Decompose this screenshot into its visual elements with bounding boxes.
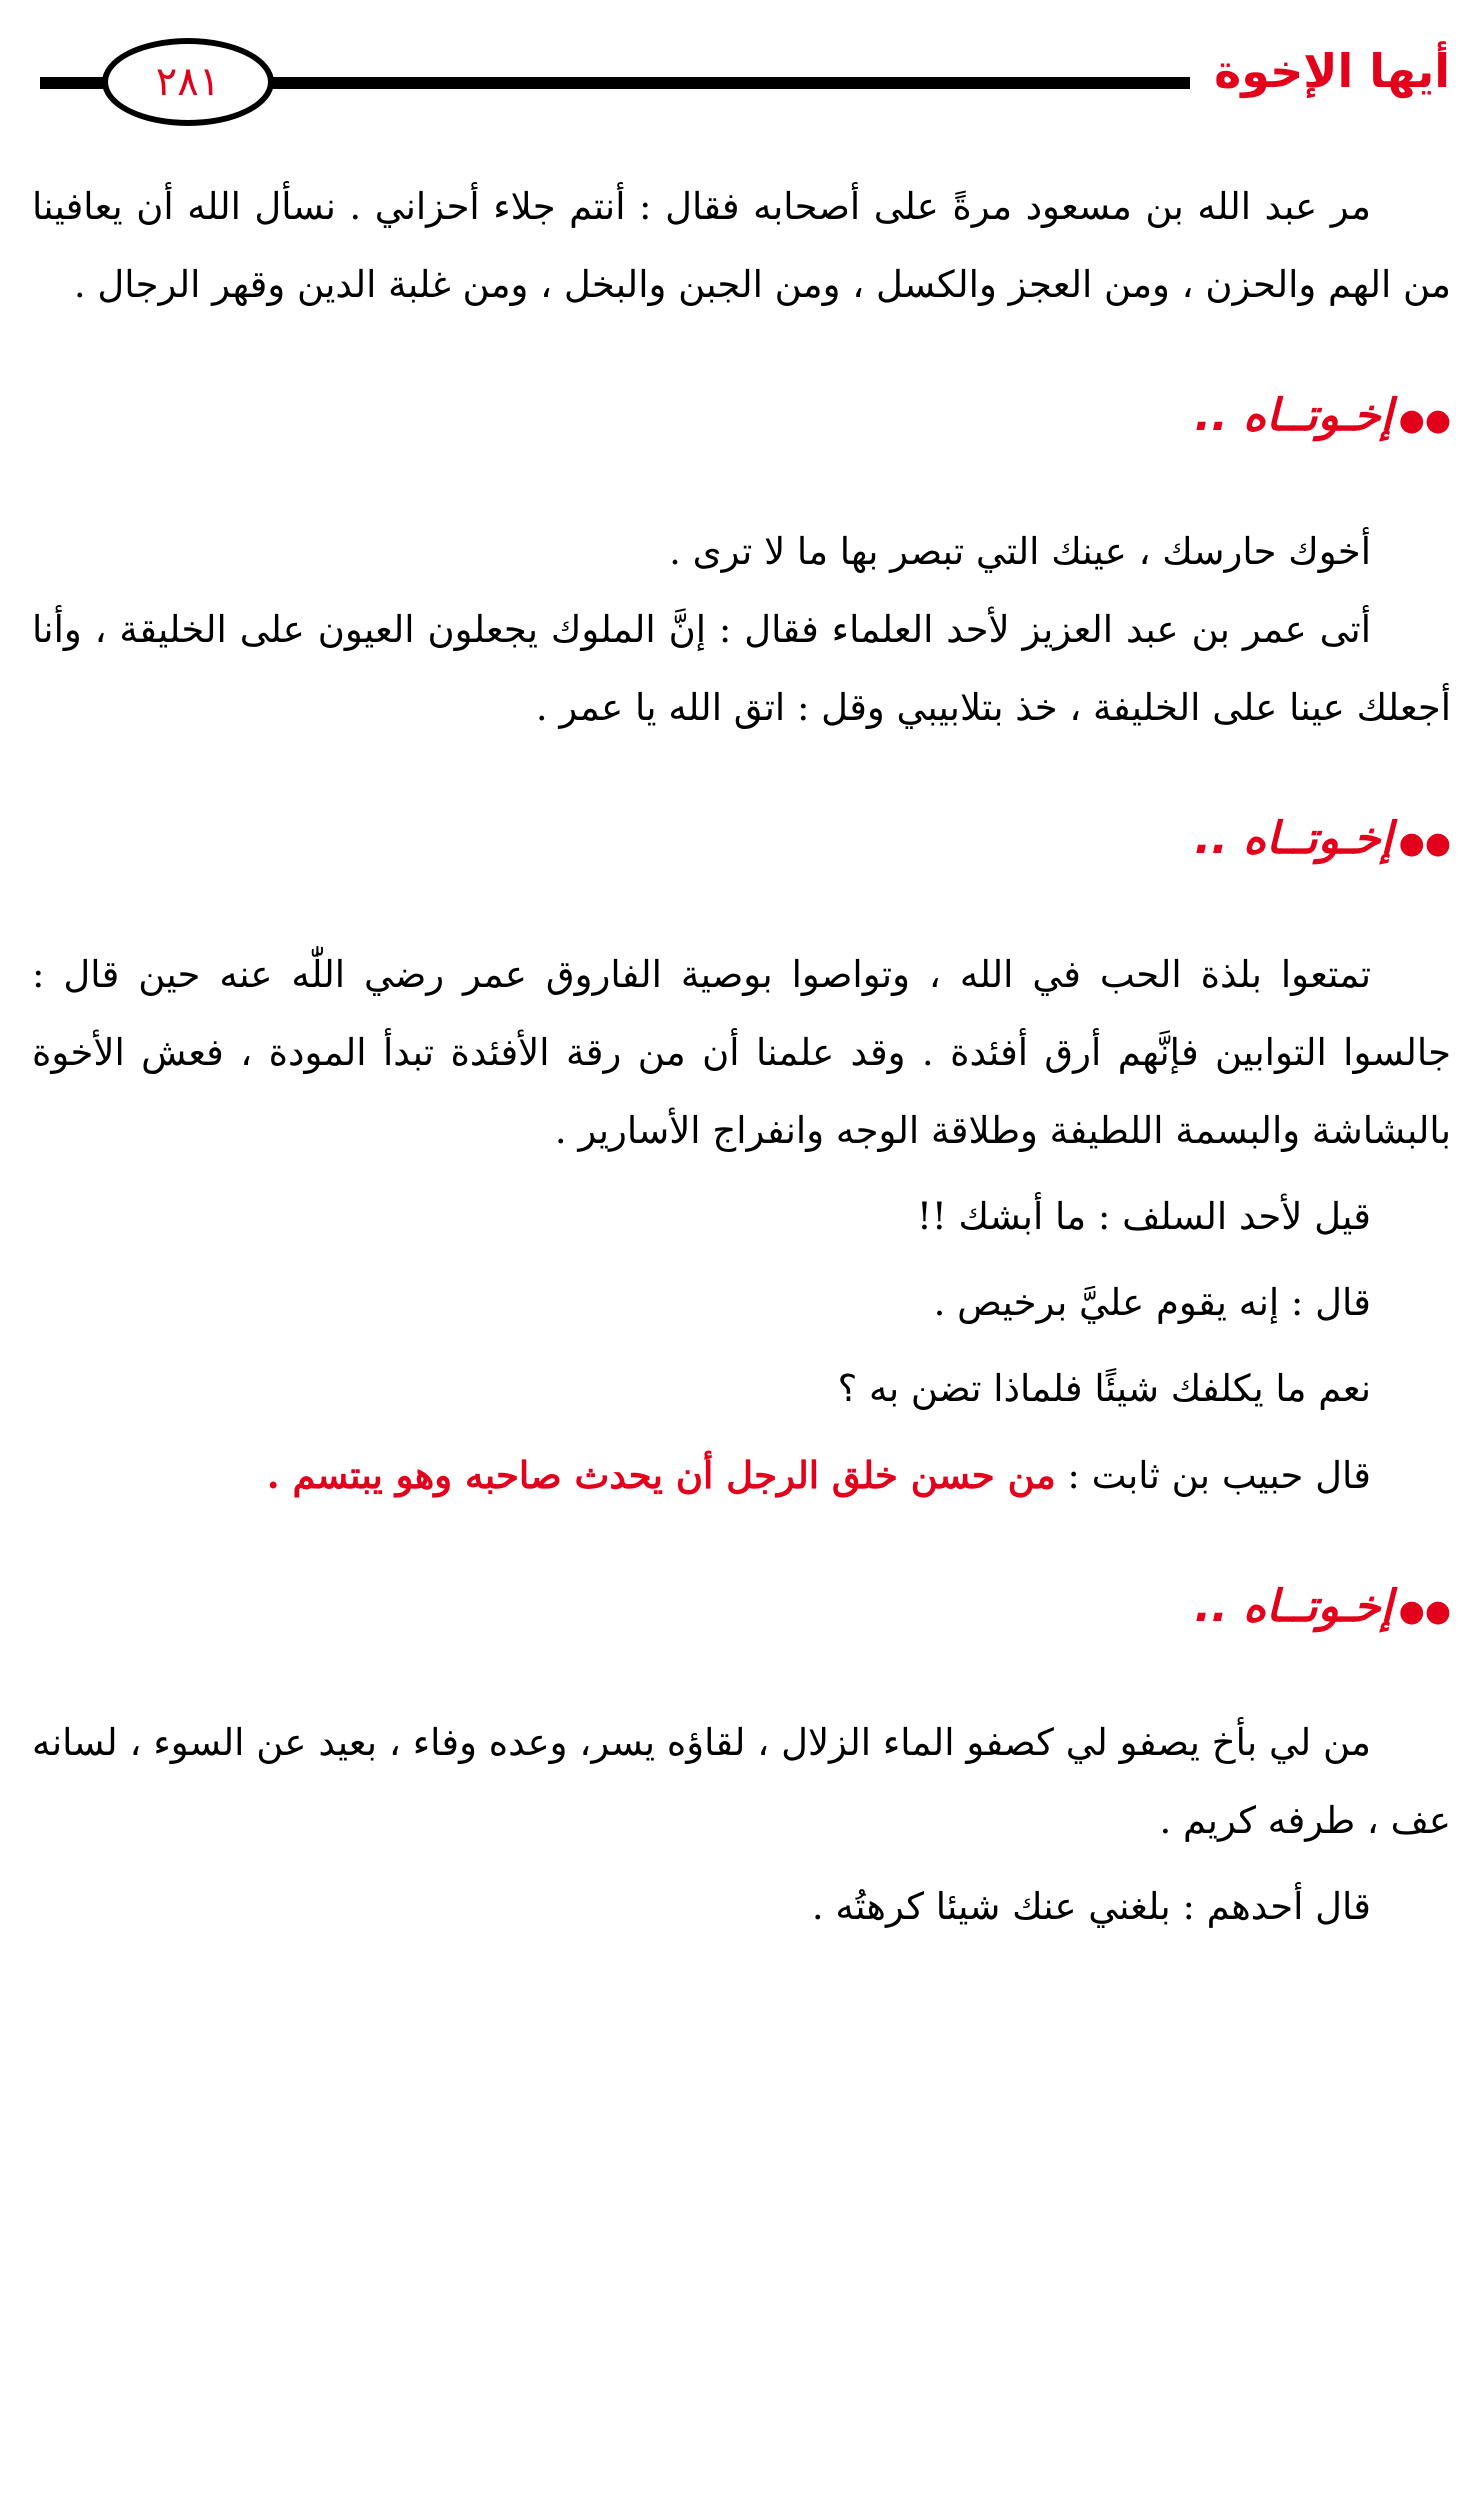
paragraph: قيل لأحد السلف : ما أبشك !!	[916, 1195, 1371, 1238]
running-title: أيها الإخوة	[1214, 44, 1450, 98]
page-number-oval	[102, 38, 274, 126]
paragraph: قال أحدهم : بلغني عنك شيئا كرهتُه .	[811, 1885, 1371, 1928]
section-heading-label: إخـوتــاه ..	[1194, 1581, 1393, 1632]
paragraph: أتى عمر بن عبد العزيز لأحد العلماء فقال : إنَّ الملوك يجعلون العيون على الخليقة ، وأنا أجعلك عينا على الخليفة ، خذ بتلابيبي وقل : اتق الله يا عمر .	[32, 608, 1451, 729]
page-content	[32, 168, 1451, 1946]
paragraph-with-quote	[32, 1436, 1451, 1515]
paragraph: قال : إنه يقوم عليَّ برخيص .	[933, 1281, 1371, 1324]
paragraph: أخوك حارسك ، عينك التي تبصر بها ما لا ترى .	[669, 530, 1371, 573]
section-heading-label: إخـوتــاه ..	[1194, 813, 1393, 864]
paragraph: من لي بأخ يصفو لي كصفو الماء الزلال ، لقاؤه يسر، وعده وفاء ، بعيد عن السوء ، لسانه عف ، طرفه كريم .	[32, 1721, 1451, 1842]
double-dot-bullet-icon: ●●	[1398, 403, 1451, 438]
section-heading	[32, 799, 1451, 884]
double-dot-bullet-icon: ●●	[1398, 826, 1451, 861]
quote-attribution: قال حبيب بن ثابت :	[1055, 1454, 1371, 1497]
section-heading	[32, 1567, 1451, 1652]
page-number: ٢٨١	[155, 59, 221, 105]
page-header	[40, 28, 1450, 138]
paragraph: نعم ما يكلفك شيئًا فلماذا تضن به ؟	[837, 1367, 1371, 1410]
double-dot-bullet-icon: ●●	[1398, 1594, 1451, 1629]
section-heading-label: إخـوتــاه ..	[1194, 390, 1393, 441]
paragraph: مر عبد الله بن مسعود مرةً على أصحابه فقال : أنتم جلاء أحزاني . نسأل الله أن يعافينا من الهم والحزن ، ومن العجز والكسل ، ومن الجبن والبخل ، ومن غلبة الدين وقهر الرجال .	[32, 185, 1451, 306]
paragraph: تمتعوا بلذة الحب في الله ، وتواصوا بوصية الفاروق عمر رضي اللّٰه عنه حين قال : جالسوا التوابين فإنَّهم أرق أفئدة . وقد علمنا أن من رقة الأفئدة تبدأ المودة ، فعش الأخوة بالبشاشة والبسمة اللطيفة وطلاقة الوجه وانفراج الأسارير .	[32, 953, 1451, 1152]
section-heading	[32, 376, 1451, 461]
highlighted-quote: من حسن خلق الرجل أن يحدث صاحبه وهو يبتسم .	[266, 1453, 1056, 1497]
